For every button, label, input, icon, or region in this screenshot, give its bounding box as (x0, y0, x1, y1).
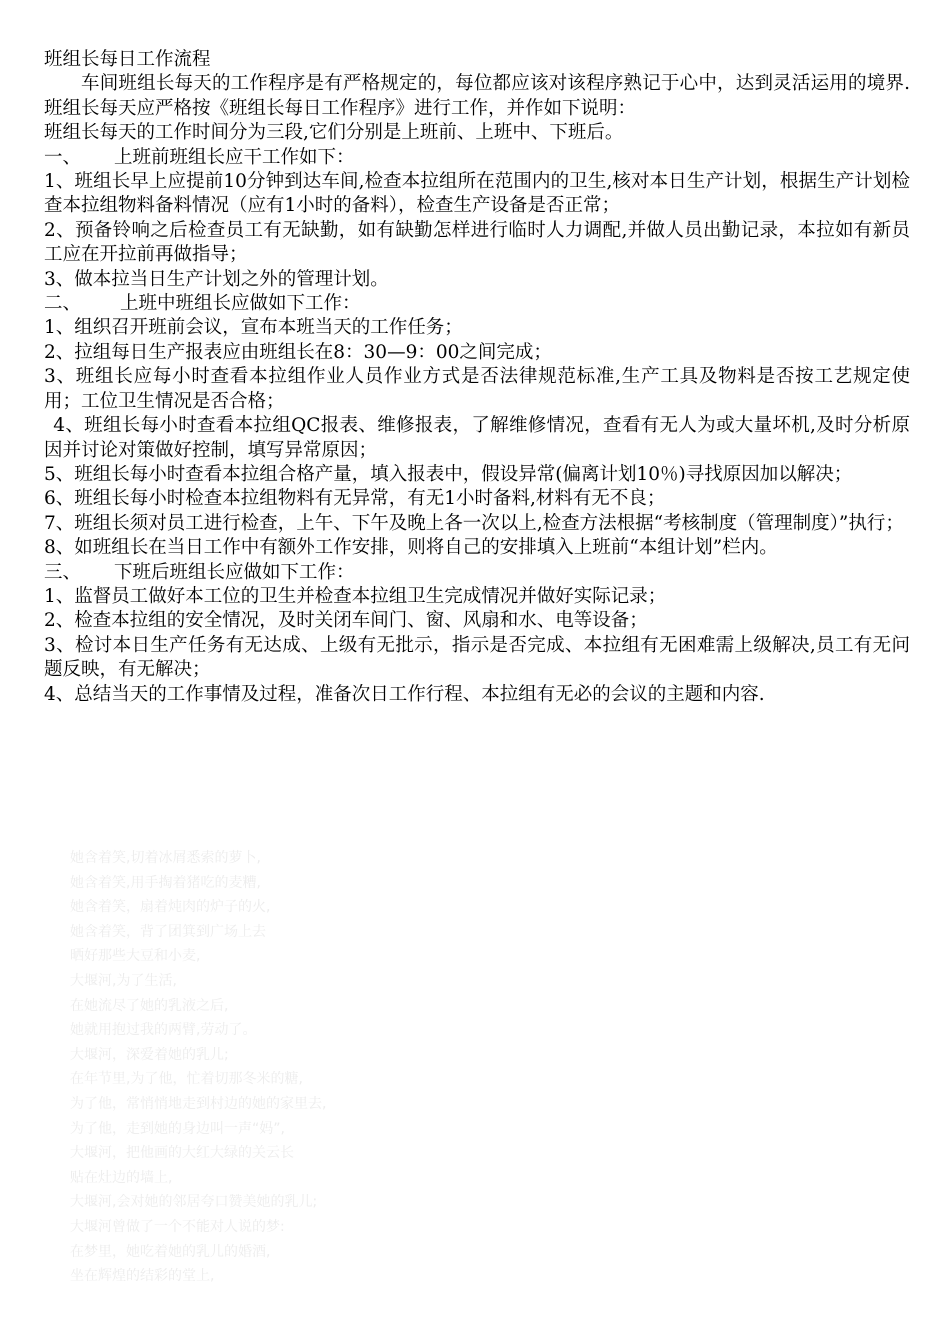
list-item: 1、监督员工做好本工位的卫生并检查本拉组卫生完成情况并做好实际记录； (44, 585, 667, 607)
faint-line: 在梦里，她吃着她的乳儿的婚酒, (70, 1243, 271, 1260)
faint-line: 大堰河,为了生活, (70, 972, 177, 989)
faint-line: 在她流尽了她的乳液之后, (70, 997, 229, 1014)
faint-line: 她含着笑,用手掏着猪吃的麦糟, (70, 874, 261, 891)
list-item: 7、班组长须对员工进行检查，上午、下午及晚上各一次以上,检查方法根据“考核制度（管理制度）”执行； (44, 512, 904, 534)
list-item: 1、班组长早上应提前10分钟到达车间,检查本拉组所在范围内的卫生,核对本日生产计划，根据生产计划检查本拉组物料备料情况（应有1小时的备料），检查生产设备是否正常； (44, 171, 910, 217)
list-item: 3、班组长应每小时查看本拉组作业人员作业方式是否法律规范标准,生产工具及物料是否按工艺规定使用；工位卫生情况是否合格； (44, 366, 910, 412)
intro-paragraph: 车间班组长每天的工作程序是有严格规定的，每位都应该对该程序熟记于心中，达到灵活运用的境界.班组长每天应严格按《班组长每日工作程序》进行工作，并作如下说明： (44, 73, 910, 119)
list-item: 3、检讨本日生产任务有无达成、上级有无批示，指示是否完成、本拉组有无困难需上级解决,员工有无问题反映，有无解决； (44, 634, 910, 681)
section-title: 上班中班组长应做如下工作： (120, 293, 361, 315)
faint-line: 大堰河，把他画的大红大绿的关云长 (70, 1145, 294, 1162)
section-heading-after-work (44, 561, 910, 585)
faint-line: 大堰河,会对她的邻居夸口赞美她的乳儿; (70, 1194, 318, 1211)
section-number: 三、 (44, 561, 82, 583)
list-item: 5、班组长每小时查看本拉组合格产量，填入报表中，假设异常(偏离计划10％)寻找原因加以解决； (44, 463, 853, 485)
list-item: 6、班组长每小时检查本拉组物料有无异常，有无1小时备料,材料有无不良； (44, 488, 666, 510)
list-item: 4、班组长每小时查看本拉组QC报表、维修报表，了解维修情况，查看有无人为或大量坏机,及时分析原因并讨论对策做好控制，填写异常原因； (44, 415, 910, 461)
list-item: 1、组织召开班前会议，宣布本班当天的工作任务； (44, 317, 463, 339)
faint-line: 她就用抱过我的两臂,劳动了。 (70, 1022, 257, 1039)
faint-line: 贴在灶边的墙上, (70, 1169, 173, 1186)
section-title: 上班前班组长应干工作如下： (114, 146, 355, 168)
list-item: 4、总结当天的工作事情及过程，准备次日工作行程、本拉组有无必的会议的主题和内容. (44, 683, 765, 705)
faint-line: 晒好那些大豆和小麦, (70, 948, 201, 965)
section-heading-during-work (44, 292, 910, 316)
faint-line: 为了他，走到她的身边叫一声“妈”, (70, 1120, 285, 1137)
faint-background-text (70, 846, 490, 1289)
list-item: 2、检查本拉组的安全情况，及时关闭车间门、窗、风扇和水、电等设备； (44, 610, 648, 632)
faint-line: 大堰河曾做了一个不能对人说的梦: (70, 1218, 285, 1235)
faint-line: 她含着笑，扇着炖肉的炉子的火, (70, 899, 271, 916)
section-number: 二、 (44, 293, 82, 315)
section-number: 一、 (44, 146, 82, 168)
faint-line: 大堰河，深爱着她的乳儿; (70, 1046, 229, 1063)
document-body (44, 48, 910, 707)
list-item: 3、做本拉当日生产计划之外的管理计划。 (44, 268, 389, 290)
faint-line: 在年节里,为了他，忙着切那冬米的糖, (70, 1071, 303, 1088)
faint-line: 她含着笑,切着冰屑悉索的萝卜, (70, 850, 261, 866)
faint-line: 她含着笑，背了团箕到广场上去 (70, 923, 266, 940)
faint-line: 坐在辉煌的结彩的堂上, (70, 1268, 215, 1285)
list-item: 8、如班组长在当日工作中有额外工作安排，则将自己的安排填入上班前“本组计划”栏内。 (44, 537, 778, 559)
list-item: 2、拉组每日生产报表应由班组长在8：30—9：00之间完成； (44, 341, 552, 363)
section-title: 下班后班组长应做如下工作： (114, 561, 355, 583)
document-title: 班组长每日工作流程 (44, 49, 211, 70)
list-item: 2、预备铃响之后检查员工有无缺勤，如有缺勤怎样进行临时人力调配,并做人员出勤记录，本拉如有新员工应在开拉前再做指导； (44, 219, 910, 266)
faint-line: 为了他，常悄悄地走到村边的她的家里去, (70, 1095, 327, 1112)
section-heading-before-work (44, 146, 910, 170)
time-note: 班组长每天的工作时间分为三段,它们分别是上班前、上班中、下班后。 (44, 122, 624, 144)
